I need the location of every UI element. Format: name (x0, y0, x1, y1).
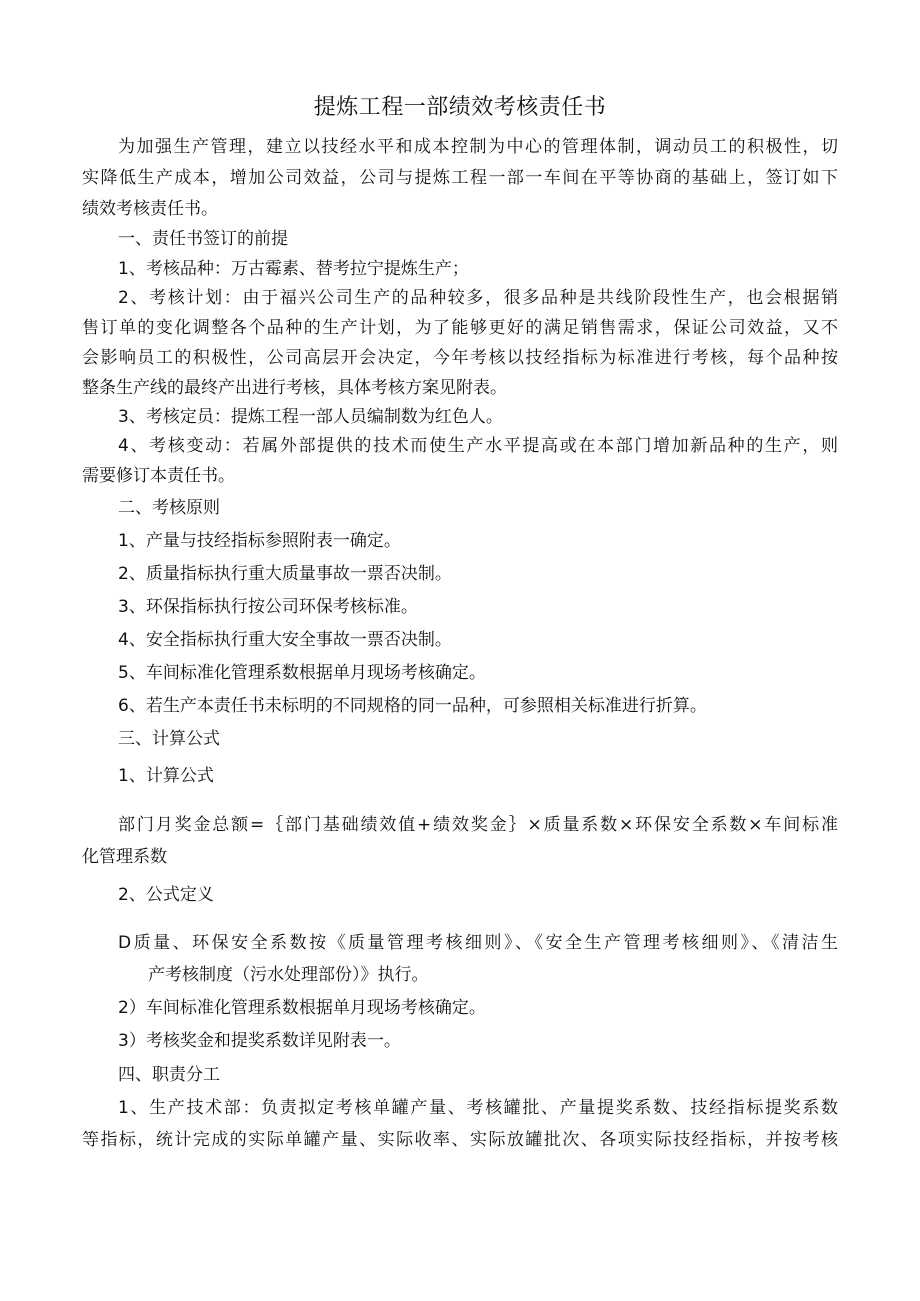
section-heading-2: 二、考核原则 (118, 498, 220, 518)
intro-line-1: 为加强生产管理，建立以技经水平和成本控制为中心的管理体制，调动员工的积极性，切 (118, 137, 838, 157)
s2-item: 2、质量指标执行重大质量事故一票否决制。 (118, 564, 452, 584)
s2-item: 3、环保指标执行按公司环保考核标准。 (118, 597, 418, 617)
s1-item-4-line-1: 4、考核变动：若属外部提供的技术而使生产水平提高或在本部门增加新品种的生产，则 (118, 436, 838, 456)
section-heading-4: 四、职责分工 (118, 1065, 220, 1085)
formula-line-2: 化管理系数 (82, 847, 167, 867)
s3-sub-2: 2、公式定义 (118, 885, 214, 905)
s2-item: 1、产量与技经指标参照附表一确定。 (118, 531, 401, 551)
def-1-line-2: 产考核制度（污水处理部份）》执行。 (148, 965, 429, 985)
s4-item-1-line-1: 1、生产技术部：负责拟定考核单罐产量、考核罐批、产量提奖系数、技经指标提奖系数 (118, 1098, 838, 1118)
def-2: 2）车间标准化管理系数根据单月现场考核确定。 (118, 998, 486, 1018)
s1-item-2-line-3: 会影响员工的积极性，公司高层开会决定，今年考核以技经指标为标准进行考核，每个品种按 (82, 348, 838, 368)
def-1-line-1: D质量、环保安全系数按《质量管理考核细则》、《安全生产管理考核细则》、《清洁生 (118, 933, 838, 953)
s4-item-1-line-2: 等指标，统计完成的实际单罐产量、实际收率、实际放罐批次、各项实际技经指标，并按考核 (82, 1130, 838, 1150)
document-title: 提炼工程一部绩效考核责任书 (313, 95, 607, 120)
s1-item-1: 1、考核品种：万古霉素、替考拉宁提炼生产； (118, 259, 469, 279)
s1-item-2-line-1: 2、考核计划：由于福兴公司生产的品种较多，很多品种是共线阶段性生产，也会根据销 (118, 288, 838, 308)
def-3: 3）考核奖金和提奖系数详见附表一。 (118, 1031, 401, 1051)
s1-item-2-line-4: 整条生产线的最终产出进行考核，具体考核方案见附表。 (82, 378, 507, 398)
section-heading-3: 三、计算公式 (118, 729, 220, 749)
s1-item-3: 3、考核定员：提炼工程一部人员编制数为红色人。 (118, 407, 503, 427)
intro-line-2: 实降低生产成本，增加公司效益，公司与提炼工程一部一车间在平等协商的基础上，签订如下 (82, 168, 838, 188)
s2-item: 6、若生产本责任书未标明的不同规格的同一品种，可参照相关标准进行折算。 (118, 696, 707, 716)
s2-item: 4、安全指标执行重大安全事故一票否决制。 (118, 630, 452, 650)
s1-item-2-line-2: 售订单的变化调整各个品种的生产计划，为了能够更好的满足销售需求，保证公司效益，又不 (82, 318, 838, 338)
s1-item-4-line-2: 需要修订本责任书。 (82, 466, 235, 486)
section-heading-1: 一、责任书签订的前提 (118, 229, 288, 249)
formula-line-1: 部门月奖金总额=｛部门基础绩效值+绩效奖金｝×质量系数×环保安全系数×车间标准 (118, 815, 838, 835)
intro-line-3: 绩效考核责任书。 (82, 199, 218, 219)
s2-item: 5、车间标准化管理系数根据单月现场考核确定。 (118, 663, 486, 683)
s3-sub-1: 1、计算公式 (118, 766, 214, 786)
